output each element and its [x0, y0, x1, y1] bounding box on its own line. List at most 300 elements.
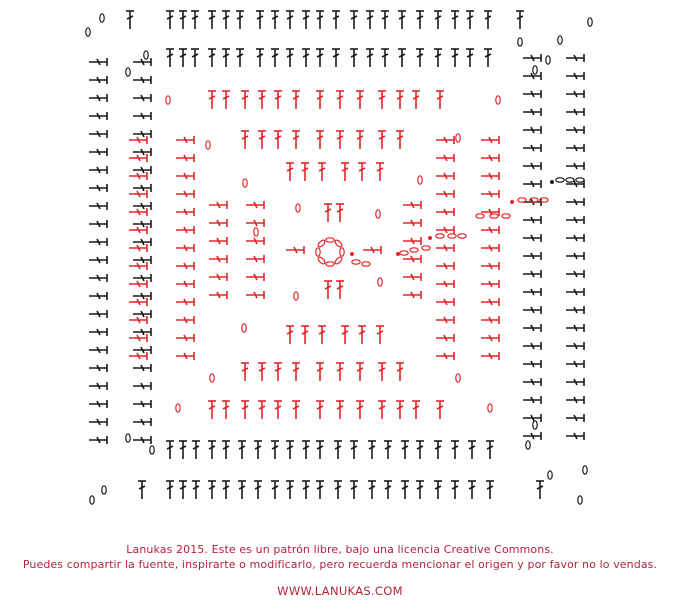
double-crochet-symbol [523, 54, 541, 62]
double-crochet-symbol [271, 441, 279, 459]
chain-stitch-symbol [526, 441, 530, 449]
double-crochet-symbol [566, 54, 584, 62]
double-crochet-symbol [403, 237, 421, 245]
double-crochet-symbol [191, 11, 199, 29]
double-crochet-symbol [89, 112, 107, 120]
double-crochet-symbol [566, 90, 584, 98]
double-crochet-symbol [481, 352, 499, 360]
double-crochet-symbol [416, 11, 424, 29]
double-crochet-symbol [481, 226, 499, 234]
slip-stitch-symbol [396, 252, 400, 256]
double-crochet-symbol [258, 401, 266, 419]
chain-stitch-symbol [378, 278, 382, 286]
double-crochet-symbol [434, 481, 442, 499]
double-crochet-symbol [536, 481, 544, 499]
double-crochet-symbol [89, 436, 107, 444]
double-crochet-symbol [316, 401, 324, 419]
double-crochet-symbol [350, 11, 358, 29]
chain-stitch-symbol [316, 248, 320, 256]
chain-stitch-symbol [340, 248, 344, 256]
double-crochet-symbol [336, 91, 344, 109]
double-crochet-symbol [133, 238, 151, 246]
double-crochet-symbol [89, 364, 107, 372]
chain-stitch-symbol [150, 446, 154, 454]
double-crochet-symbol [436, 226, 454, 234]
double-crochet-symbol [176, 190, 194, 198]
double-crochet-symbol [166, 441, 174, 459]
double-crochet-symbol [133, 112, 151, 120]
chain-stitch-symbol [294, 292, 298, 300]
double-crochet-symbol [566, 234, 584, 242]
double-crochet-symbol [222, 441, 230, 459]
double-crochet-symbol [566, 162, 584, 170]
chain-stitch-symbol [533, 421, 537, 429]
double-crochet-symbol [316, 11, 324, 29]
double-crochet-symbol [401, 441, 409, 459]
chain-stitch-symbol [254, 228, 258, 236]
chain-stitch-symbol [418, 176, 422, 184]
double-crochet-symbol [436, 280, 454, 288]
double-crochet-symbol [316, 441, 324, 459]
double-crochet-symbol [129, 298, 147, 306]
chain-stitch-symbol [588, 18, 592, 26]
chain-stitch-symbol [317, 256, 326, 265]
chain-stitch-symbol [296, 204, 300, 212]
chain-stitch-symbol [400, 251, 408, 255]
double-crochet-symbol [89, 328, 107, 336]
double-crochet-symbol [566, 126, 584, 134]
double-crochet-symbol [481, 316, 499, 324]
chain-stitch-symbol [100, 14, 104, 22]
double-crochet-symbol [129, 190, 147, 198]
double-crochet-symbol [436, 244, 454, 252]
double-crochet-symbol [89, 346, 107, 354]
double-crochet-symbol [254, 441, 262, 459]
chain-stitch-symbol [242, 324, 246, 332]
chain-stitch-symbol [206, 141, 210, 149]
double-crochet-symbol [523, 414, 541, 422]
license-caption-line-2: Puedes compartir la fuente, inspirarte o modificarlo, pero recuerda mencionar el origen y por favor no lo vendas. [22, 558, 658, 571]
double-crochet-symbol [350, 481, 358, 499]
double-crochet-symbol [566, 414, 584, 422]
chain-stitch-symbol [558, 36, 562, 44]
double-crochet-symbol [481, 154, 499, 162]
double-crochet-symbol [208, 401, 216, 419]
slip-stitch-symbol [550, 180, 554, 184]
double-crochet-symbol [246, 273, 264, 281]
chain-stitch-symbol [334, 239, 343, 248]
double-crochet-symbol [341, 326, 349, 344]
double-crochet-symbol [378, 131, 386, 149]
double-crochet-symbol [566, 198, 584, 206]
double-crochet-symbol [129, 334, 147, 342]
chain-stitch-symbol [334, 256, 343, 265]
double-crochet-symbol [302, 481, 310, 499]
double-crochet-symbol [481, 280, 499, 288]
double-crochet-symbol [302, 441, 310, 459]
double-crochet-symbol [350, 49, 358, 67]
double-crochet-symbol [129, 352, 147, 360]
double-crochet-symbol [523, 90, 541, 98]
double-crochet-symbol [246, 237, 264, 245]
double-crochet-symbol [436, 316, 454, 324]
double-crochet-symbol [356, 91, 364, 109]
double-crochet-symbol [316, 49, 324, 67]
double-crochet-symbol [378, 363, 386, 381]
double-crochet-symbol [523, 108, 541, 116]
double-crochet-symbol [516, 11, 524, 29]
double-crochet-symbol [481, 172, 499, 180]
double-crochet-symbol [89, 274, 107, 282]
double-crochet-symbol [133, 436, 151, 444]
double-crochet-symbol [89, 184, 107, 192]
double-crochet-symbol [208, 481, 216, 499]
double-crochet-symbol [436, 91, 444, 109]
chain-stitch-symbol [376, 210, 380, 218]
double-crochet-symbol [566, 270, 584, 278]
double-crochet-symbol [316, 481, 324, 499]
double-crochet-symbol [274, 363, 282, 381]
double-crochet-symbol [403, 219, 421, 227]
double-crochet-symbol [301, 163, 309, 181]
double-crochet-symbol [274, 131, 282, 149]
double-crochet-symbol [481, 190, 499, 198]
double-crochet-symbol [376, 163, 384, 181]
double-crochet-symbol [222, 401, 230, 419]
double-crochet-symbol [222, 481, 230, 499]
slip-stitch-symbol [428, 236, 432, 240]
double-crochet-symbol [336, 131, 344, 149]
double-crochet-symbol [366, 49, 374, 67]
double-crochet-symbol [89, 292, 107, 300]
double-crochet-symbol [179, 481, 187, 499]
double-crochet-symbol [256, 49, 264, 67]
double-crochet-symbol [129, 262, 147, 270]
double-crochet-symbol [334, 481, 342, 499]
double-crochet-symbol [378, 401, 386, 419]
double-crochet-symbol [126, 11, 134, 29]
double-crochet-symbol [133, 58, 151, 66]
double-crochet-symbol [138, 481, 146, 499]
chain-stitch-symbol [456, 374, 460, 382]
double-crochet-symbol [451, 11, 459, 29]
double-crochet-symbol [434, 49, 442, 67]
double-crochet-symbol [133, 400, 151, 408]
double-crochet-symbol [416, 481, 424, 499]
double-crochet-symbol [316, 91, 324, 109]
double-crochet-symbol [336, 401, 344, 419]
double-crochet-symbol [403, 273, 421, 281]
double-crochet-symbol [366, 11, 374, 29]
double-crochet-symbol [129, 154, 147, 162]
double-crochet-symbol [318, 326, 326, 344]
chain-stitch-symbol [458, 234, 466, 238]
double-crochet-symbol [286, 163, 294, 181]
double-crochet-symbol [566, 342, 584, 350]
slip-stitch-symbol [510, 200, 514, 204]
slip-stitch-symbol [350, 252, 354, 256]
double-crochet-symbol [356, 363, 364, 381]
double-crochet-symbol [566, 288, 584, 296]
double-crochet-symbol [133, 292, 151, 300]
double-crochet-symbol [292, 131, 300, 149]
double-crochet-symbol [208, 49, 216, 67]
double-crochet-symbol [271, 481, 279, 499]
double-crochet-symbol [523, 162, 541, 170]
double-crochet-symbol [222, 49, 230, 67]
double-crochet-symbol [89, 382, 107, 390]
double-crochet-symbol [350, 441, 358, 459]
double-crochet-symbol [208, 11, 216, 29]
chain-stitch-symbol [556, 178, 564, 182]
double-crochet-symbol [241, 131, 249, 149]
double-crochet-symbol [133, 94, 151, 102]
double-crochet-symbol [133, 166, 151, 174]
double-crochet-symbol [523, 270, 541, 278]
double-crochet-symbol [436, 352, 454, 360]
double-crochet-symbol [384, 481, 392, 499]
double-crochet-symbol [523, 360, 541, 368]
double-crochet-symbol [166, 481, 174, 499]
double-crochet-symbol [434, 441, 442, 459]
double-crochet-symbol [481, 136, 499, 144]
double-crochet-symbol [301, 326, 309, 344]
double-crochet-symbol [208, 441, 216, 459]
double-crochet-symbol [416, 441, 424, 459]
double-crochet-symbol [384, 441, 392, 459]
double-crochet-symbol [89, 76, 107, 84]
double-crochet-symbol [133, 76, 151, 84]
double-crochet-symbol [286, 481, 294, 499]
chain-stitch-symbol [488, 404, 492, 412]
double-crochet-symbol [336, 281, 344, 299]
chain-stitch-symbol [518, 198, 526, 202]
double-crochet-symbol [523, 126, 541, 134]
double-crochet-symbol [89, 238, 107, 246]
chain-stitch-symbol [317, 239, 326, 248]
double-crochet-symbol [566, 396, 584, 404]
double-crochet-symbol [274, 91, 282, 109]
double-crochet-symbol [222, 11, 230, 29]
double-crochet-symbol [412, 401, 420, 419]
double-crochet-symbol [246, 201, 264, 209]
double-crochet-symbol [176, 244, 194, 252]
chain-stitch-symbol [490, 214, 498, 218]
chain-stitch-symbol [476, 214, 484, 218]
double-crochet-symbol [238, 481, 246, 499]
double-crochet-symbol [133, 418, 151, 426]
double-crochet-symbol [222, 91, 230, 109]
double-crochet-symbol [192, 441, 200, 459]
double-crochet-symbol [192, 481, 200, 499]
double-crochet-symbol [403, 255, 421, 263]
double-crochet-symbol [133, 364, 151, 372]
double-crochet-symbol [166, 49, 174, 67]
chain-stitch-symbol [502, 214, 510, 218]
double-crochet-symbol [89, 418, 107, 426]
double-crochet-symbol [286, 441, 294, 459]
chain-stitch-symbol [496, 96, 500, 104]
double-crochet-symbol [523, 216, 541, 224]
chain-stitch-symbol [326, 238, 334, 242]
double-crochet-symbol [396, 91, 404, 109]
double-crochet-symbol [129, 280, 147, 288]
double-crochet-symbol [396, 363, 404, 381]
double-crochet-symbol [209, 291, 227, 299]
double-crochet-symbol [316, 363, 324, 381]
double-crochet-symbol [523, 324, 541, 332]
double-crochet-symbol [133, 148, 151, 156]
double-crochet-symbol [176, 334, 194, 342]
chain-stitch-symbol [518, 38, 522, 46]
double-crochet-symbol [356, 131, 364, 149]
double-crochet-symbol [566, 324, 584, 332]
double-crochet-symbol [396, 401, 404, 419]
chain-stitch-symbol [436, 234, 444, 238]
double-crochet-symbol [133, 220, 151, 228]
double-crochet-symbol [481, 244, 499, 252]
chain-stitch-symbol [352, 260, 360, 264]
double-crochet-symbol [324, 281, 332, 299]
double-crochet-symbol [133, 274, 151, 282]
double-crochet-symbol [89, 94, 107, 102]
double-crochet-symbol [191, 49, 199, 67]
website-link[interactable]: WWW.LANUKAS.COM [277, 584, 403, 598]
double-crochet-symbol [256, 11, 264, 29]
double-crochet-symbol [176, 208, 194, 216]
double-crochet-symbol [401, 481, 409, 499]
chain-stitch-symbol [548, 471, 552, 479]
double-crochet-symbol [484, 49, 492, 67]
chain-stitch-symbol [176, 404, 180, 412]
double-crochet-symbol [236, 11, 244, 29]
double-crochet-symbol [336, 204, 344, 222]
double-crochet-symbol [133, 328, 151, 336]
double-crochet-symbol [523, 144, 541, 152]
double-crochet-symbol [89, 400, 107, 408]
double-crochet-symbol [334, 441, 342, 459]
double-crochet-symbol [412, 91, 420, 109]
double-crochet-symbol [523, 288, 541, 296]
double-crochet-symbol [398, 11, 406, 29]
double-crochet-symbol [292, 363, 300, 381]
double-crochet-symbol [318, 163, 326, 181]
double-crochet-symbol [486, 441, 494, 459]
double-crochet-symbol [166, 11, 174, 29]
chain-stitch-symbol [576, 178, 584, 182]
double-crochet-symbol [434, 11, 442, 29]
double-crochet-symbol [133, 310, 151, 318]
double-crochet-symbol [436, 172, 454, 180]
double-crochet-symbol [466, 11, 474, 29]
double-crochet-symbol [129, 316, 147, 324]
double-crochet-symbol [523, 306, 541, 314]
double-crochet-symbol [89, 310, 107, 318]
double-crochet-symbol [381, 49, 389, 67]
chain-stitch-symbol [210, 374, 214, 382]
double-crochet-symbol [523, 252, 541, 260]
double-crochet-symbol [566, 108, 584, 116]
double-crochet-symbol [468, 481, 476, 499]
double-crochet-symbol [179, 49, 187, 67]
double-crochet-symbol [241, 91, 249, 109]
double-crochet-symbol [336, 363, 344, 381]
double-crochet-symbol [566, 432, 584, 440]
double-crochet-symbol [258, 131, 266, 149]
double-crochet-symbol [89, 130, 107, 138]
double-crochet-symbol [209, 273, 227, 281]
double-crochet-symbol [358, 326, 366, 344]
double-crochet-symbol [316, 131, 324, 149]
double-crochet-symbol [396, 131, 404, 149]
double-crochet-symbol [436, 334, 454, 342]
double-crochet-symbol [398, 49, 406, 67]
double-crochet-symbol [133, 382, 151, 390]
double-crochet-symbol [133, 184, 151, 192]
chain-stitch-symbol [102, 486, 106, 494]
double-crochet-symbol [133, 202, 151, 210]
double-crochet-symbol [179, 441, 187, 459]
double-crochet-symbol [209, 201, 227, 209]
double-crochet-symbol [436, 208, 454, 216]
double-crochet-symbol [566, 360, 584, 368]
double-crochet-symbol [274, 401, 282, 419]
double-crochet-symbol [566, 72, 584, 80]
double-crochet-symbol [566, 252, 584, 260]
chain-stitch-symbol [243, 179, 247, 187]
double-crochet-symbol [436, 298, 454, 306]
chain-stitch-symbol [578, 496, 582, 504]
double-crochet-symbol [324, 204, 332, 222]
double-crochet-symbol [286, 11, 294, 29]
double-crochet-symbol [302, 49, 310, 67]
double-crochet-symbol [436, 190, 454, 198]
double-crochet-symbol [523, 342, 541, 350]
double-crochet-symbol [378, 91, 386, 109]
double-crochet-symbol [566, 180, 584, 188]
double-crochet-symbol [484, 11, 492, 29]
double-crochet-symbol [238, 441, 246, 459]
double-crochet-symbol [523, 180, 541, 188]
double-crochet-symbol [176, 154, 194, 162]
double-crochet-symbol [258, 363, 266, 381]
double-crochet-symbol [292, 91, 300, 109]
double-crochet-symbol [209, 255, 227, 263]
double-crochet-symbol [208, 91, 216, 109]
double-crochet-symbol [436, 136, 454, 144]
double-crochet-symbol [254, 481, 262, 499]
double-crochet-symbol [209, 219, 227, 227]
double-crochet-symbol [416, 49, 424, 67]
double-crochet-symbol [523, 378, 541, 386]
chain-stitch-symbol [566, 178, 574, 182]
double-crochet-symbol [129, 136, 147, 144]
double-crochet-symbol [176, 172, 194, 180]
double-crochet-symbol [341, 163, 349, 181]
chain-stitch-symbol [533, 66, 537, 74]
double-crochet-symbol [451, 441, 459, 459]
double-crochet-symbol [486, 481, 494, 499]
double-crochet-symbol [403, 201, 421, 209]
double-crochet-symbol [523, 234, 541, 242]
double-crochet-symbol [271, 49, 279, 67]
double-crochet-symbol [89, 256, 107, 264]
chain-stitch-symbol [422, 246, 430, 250]
chain-stitch-symbol [90, 496, 94, 504]
double-crochet-symbol [566, 216, 584, 224]
chain-stitch-symbol [410, 248, 418, 252]
double-crochet-symbol [271, 11, 279, 29]
